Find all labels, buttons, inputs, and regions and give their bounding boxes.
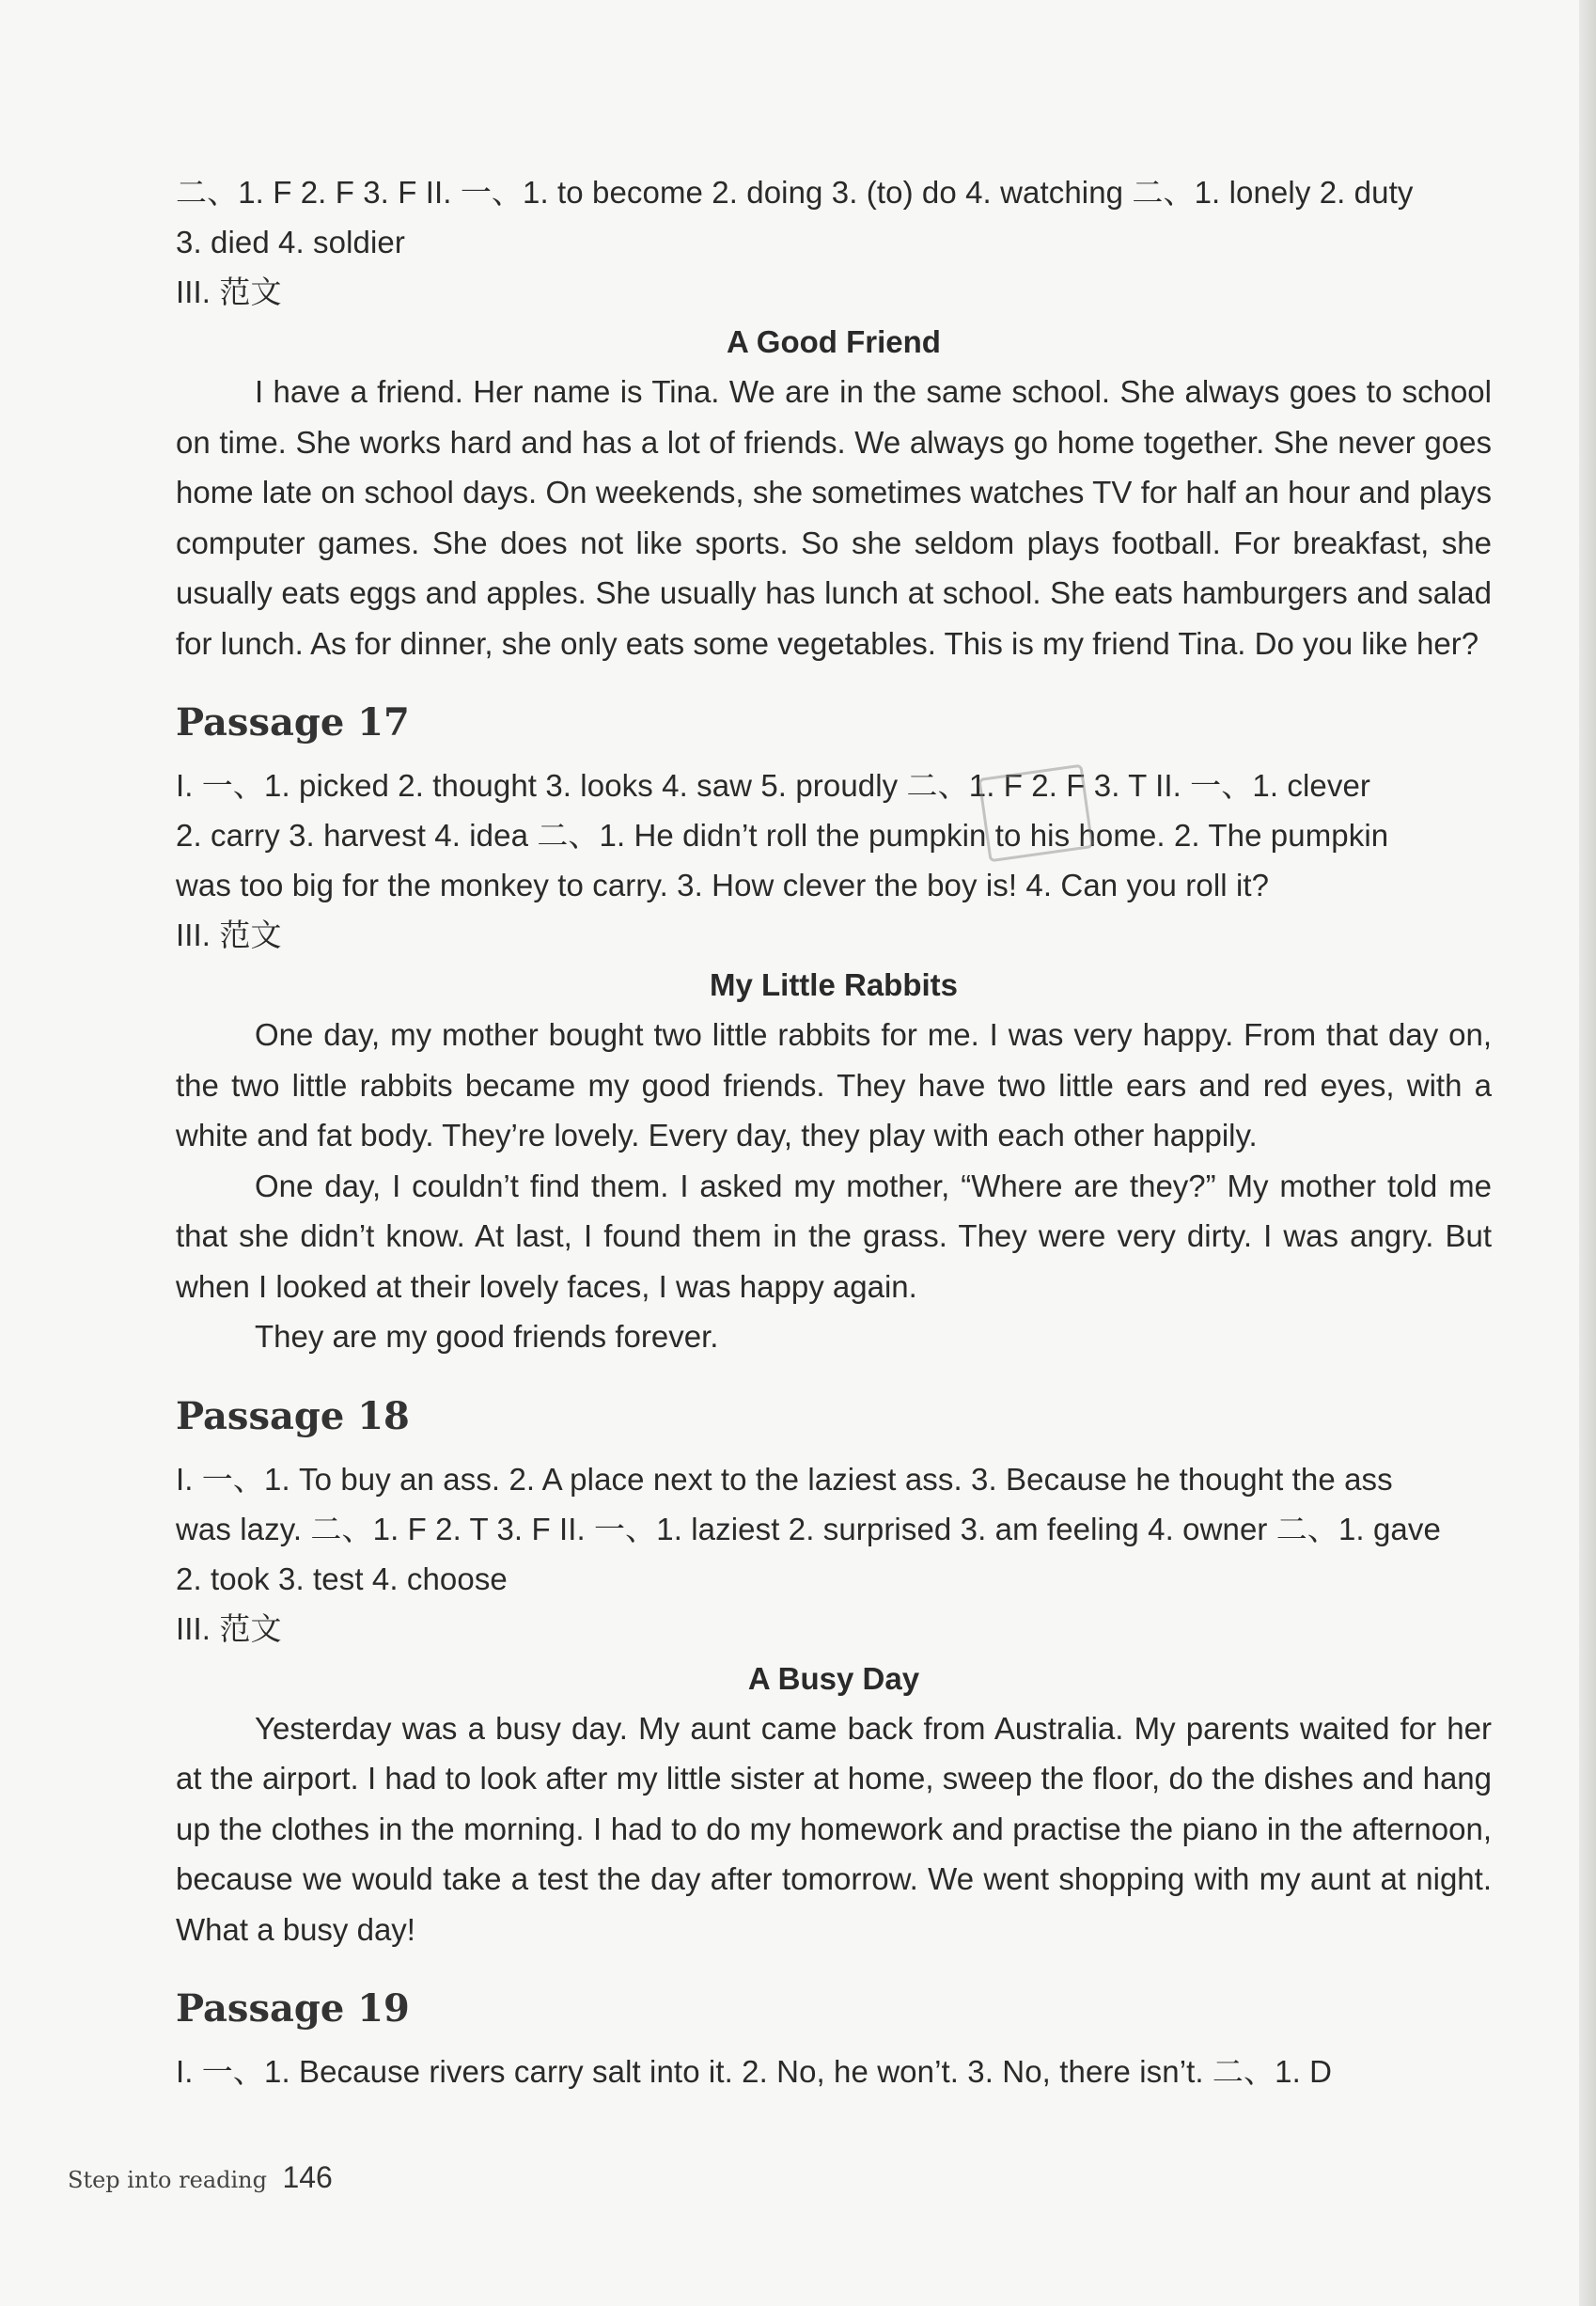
answer-line: 2. carry 3. harvest 4. idea 二、1. He didn’t roll the pumpkin to his home. 2. The pumpkin xyxy=(176,818,1389,853)
answer-line: I. 一、1. picked 2. thought 3. looks 4. saw 5. proudly 二、1. F 2. F 3. T II. 一、1. clever xyxy=(176,768,1370,803)
page-edge xyxy=(1579,0,1596,2306)
answer-line: 二、1. F 2. F 3. F II. 一、1. to become 2. doing 3. (to) do 4. watching 二、1. lonely 2. duty xyxy=(176,175,1414,210)
essay-title: My Little Rabbits xyxy=(709,967,959,1002)
passage-heading: Passage 17 xyxy=(176,700,410,745)
answer-line: 3. died 4. soldier xyxy=(176,225,405,259)
essay-paragraph: I have a friend. Her name is Tina. We are in the same school. She always goes to school on time. She works hard and has a lot of friends. We always go home together. She never goes home late on school days. On weekends, she sometimes watches TV for half an hour and plays computer games. She does not like sports. So she seldom plays football. For breakfast, she usually eats eggs and apples. She usually has lunch at school. She eats hamburgers and salad for lunch. As for dinner, she only eats some vegetables. This is my friend Tina. Do you like her? xyxy=(176,374,1492,661)
essay-title: A Good Friend xyxy=(727,324,941,359)
page-number: 146 xyxy=(282,2160,333,2194)
essay-paragraph: One day, I couldn’t find them. I asked my mother, “Where are they?” My mother told me that she didn’t know. At last, I found them in the grass. They were very dirty. I was angry. But when I looked at their lovely faces, I was happy again. xyxy=(176,1168,1492,1304)
section-label: III. 范文 xyxy=(176,1610,282,1646)
essay-title: A Busy Day xyxy=(747,1660,920,1696)
answer-content xyxy=(176,167,1492,2096)
essay-paragraph: One day, my mother bought two little rabbits for me. I was very happy. From that day on, the two little rabbits became my good friends. They have two little ears and red eyes, with a white and fat body. They’re lovely. Every day, they play with each other happily. xyxy=(176,1017,1492,1153)
section-label: III. 范文 xyxy=(176,918,282,952)
answer-line: 2. took 3. test 4. choose xyxy=(176,1561,508,1596)
answer-line: was lazy. 二、1. F 2. T 3. F II. 一、1. laziest 2. surprised 3. am feeling 4. owner 二、1. gave xyxy=(176,1511,1441,1546)
answer-line: I. 一、1. Because rivers carry salt into it. 2. No, he won’t. 3. No, there isn’t. 二、1. D xyxy=(176,2054,1333,2089)
answer-line: was too big for the monkey to carry. 3. How clever the boy is! 4. Can you roll it? xyxy=(176,868,1270,902)
essay-paragraph: Yesterday was a busy day. My aunt came back from Australia. My parents waited for her at the airport. I had to look after my little sister at home, sweep the floor, do the dishes and hang up the clothes in the morning. I had to do my homework and practise the piano in the afternoon, because we would take a test the day after tomorrow. We went shopping with my aunt at night. What a busy day! xyxy=(176,1710,1492,1947)
answer-line: I. 一、1. To buy an ass. 2. A place next to the laziest ass. 3. Because he thought the ass xyxy=(176,1461,1393,1497)
page-footer xyxy=(68,2160,333,2195)
footer-brand: Step into reading xyxy=(68,2167,267,2193)
watermark-stamp xyxy=(978,764,1093,863)
section-label: III. 范文 xyxy=(176,275,282,309)
essay-paragraph: They are my good friends forever. xyxy=(255,1319,719,1354)
passage-heading: Passage 19 xyxy=(176,1986,410,2031)
passage-heading: Passage 18 xyxy=(176,1393,410,1438)
